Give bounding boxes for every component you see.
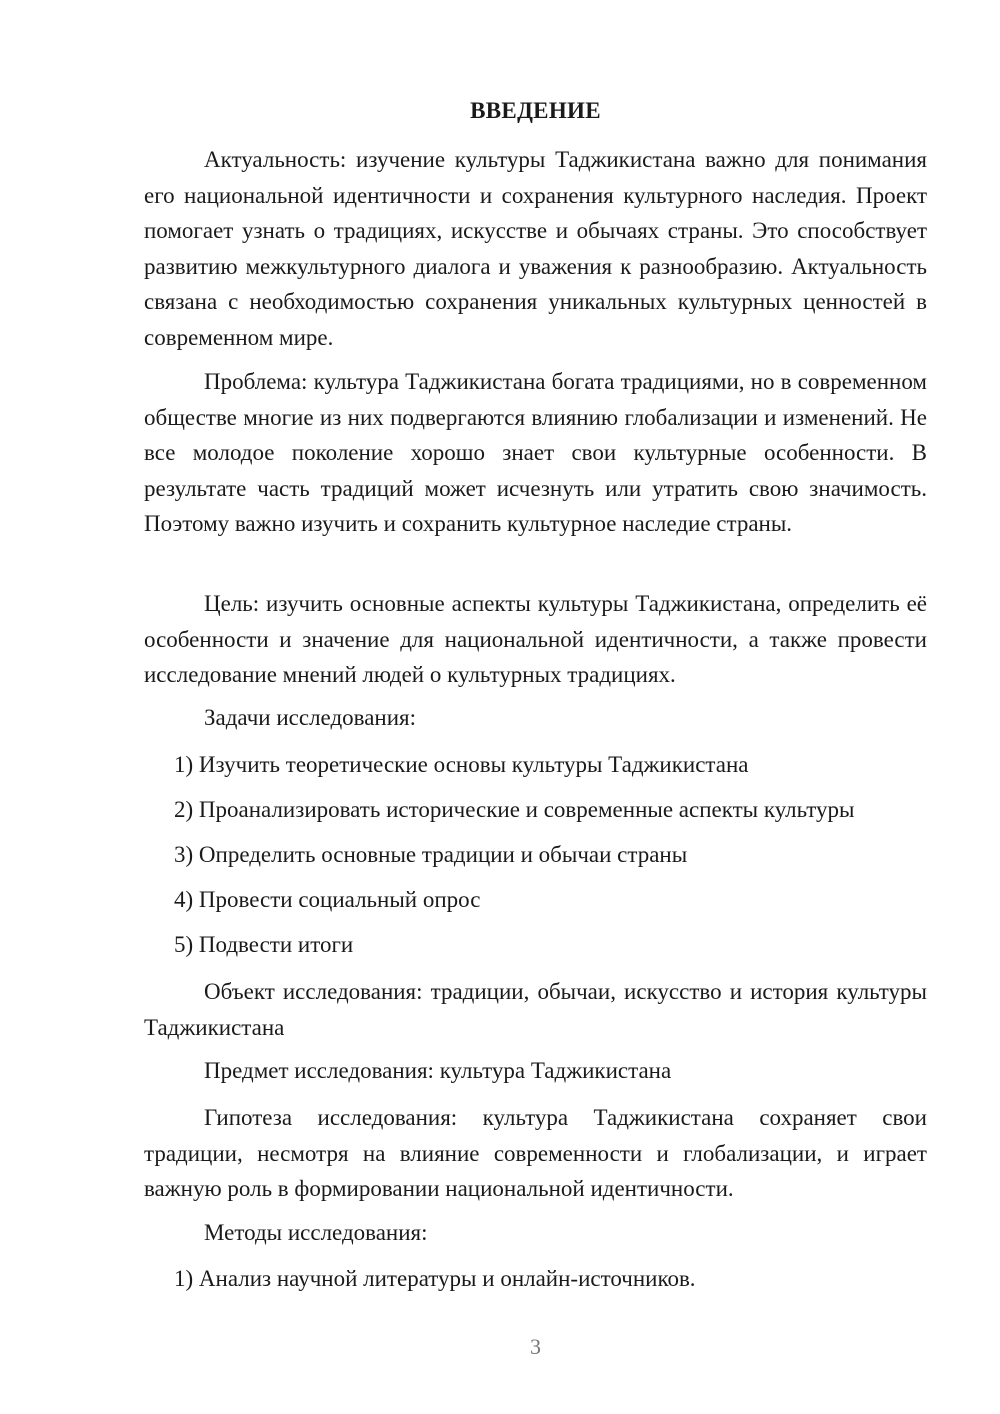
subject-line: Предмет исследования: культура Таджикистана: [204, 1058, 672, 1083]
tasks-heading: Задачи исследования:: [204, 705, 417, 730]
list-item: 1) Изучить теоретические основы культуры Таджикистана: [174, 752, 749, 777]
relevance-paragraph: Актуальность: изучение культуры Таджикистана важно для понимания его национальной идентичности и сохранения культурного наследия. Проект помогает узнать о традициях, искусстве и обычаях страны. Это способствует развитию межкультурного диалога и уважения к разнообразию. Актуальность связана с необходимостью сохранения уникальных культурных ценностей в современном мире.: [144, 147, 927, 350]
document-title: ВВЕДЕНИЕ: [470, 98, 601, 123]
object-paragraph: Объект исследования: традиции, обычаи, искусство и история культуры Таджикистана: [144, 979, 927, 1040]
list-item: 5) Подвести итоги: [174, 932, 354, 957]
goal-paragraph: Цель: изучить основные аспекты культуры Таджикистана, определить её особенности и значение для национальной идентичности, а также провести исследование мнений людей о культурных традициях.: [144, 591, 927, 687]
methods-heading: Методы исследования:: [204, 1220, 428, 1245]
problem-paragraph: Проблема: культура Таджикистана богата традициями, но в современном обществе многие из них подвергаются влиянию глобализации и изменений. Не все молодое поколение хорошо знает свои культурные особенности. В результате часть традиций может исчезнуть или утратить свою значимость. Поэтому важно изучить и сохранить культурное наследие страны.: [144, 369, 927, 536]
page-number: 3: [530, 1334, 541, 1359]
list-item: 2) Проанализировать исторические и современные аспекты культуры: [174, 797, 855, 822]
list-item: 3) Определить основные традиции и обычаи страны: [174, 842, 688, 867]
list-item: 4) Провести социальный опрос: [174, 887, 481, 912]
hypothesis-paragraph: Гипотеза исследования: культура Таджикистана сохраняет свои традиции, несмотря на влияние современности и глобализации, и играет важную роль в формировании национальной идентичности.: [144, 1105, 927, 1201]
list-item: 1) Анализ научной литературы и онлайн-источников.: [174, 1266, 696, 1291]
